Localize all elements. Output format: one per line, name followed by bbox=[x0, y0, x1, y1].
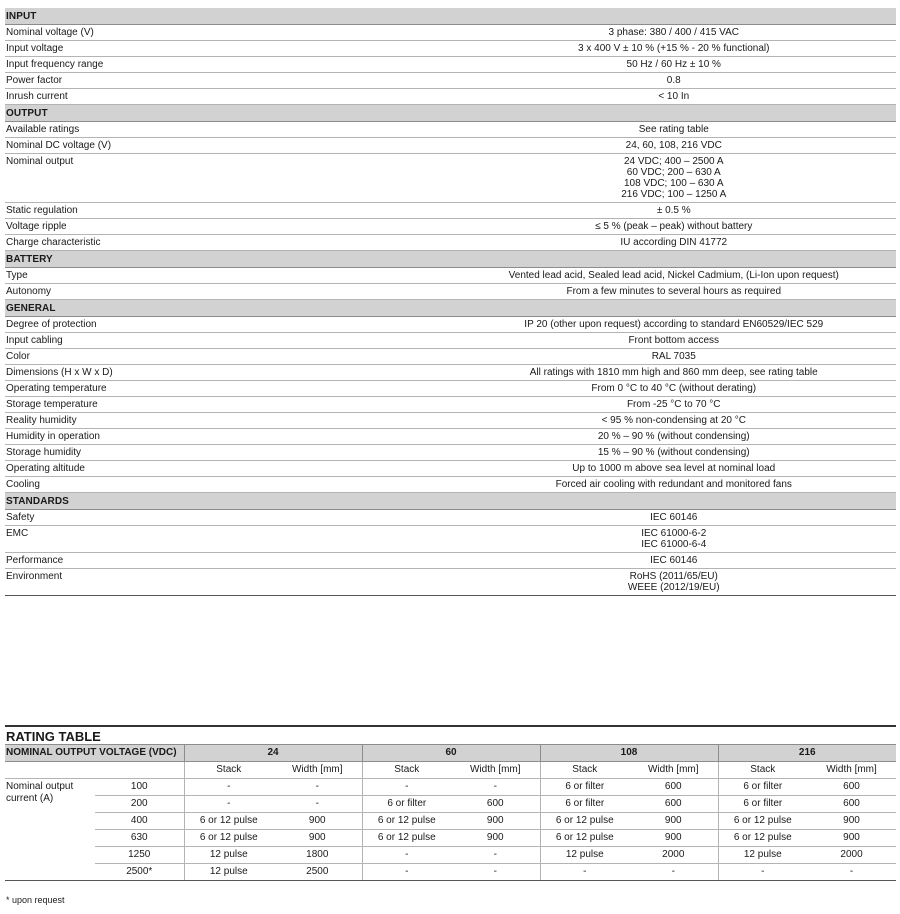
row-group-label: Nominal output current (A) bbox=[5, 779, 95, 881]
stack-value: 6 or filter bbox=[718, 796, 807, 813]
stack-value: 6 or 12 pulse bbox=[718, 830, 807, 847]
spec-row bbox=[5, 349, 896, 365]
spec-row bbox=[5, 461, 896, 477]
stack-value: - bbox=[362, 864, 451, 881]
section-header-general bbox=[5, 300, 896, 317]
spec-sheet bbox=[5, 8, 896, 596]
width-value: 2000 bbox=[807, 847, 896, 864]
stack-value: - bbox=[362, 779, 451, 796]
stack-value: - bbox=[184, 779, 273, 796]
width-value: - bbox=[629, 864, 718, 881]
specifications-table bbox=[5, 8, 896, 596]
stack-value: 6 or 12 pulse bbox=[184, 813, 273, 830]
width-value: - bbox=[451, 864, 540, 881]
spec-label: Humidity in operation bbox=[5, 429, 451, 445]
width-value: 900 bbox=[451, 813, 540, 830]
stack-value: 6 or 12 pulse bbox=[718, 813, 807, 830]
spec-value-line: See rating table bbox=[638, 124, 709, 135]
spec-label: EMC bbox=[5, 526, 451, 553]
spec-row bbox=[5, 219, 896, 235]
spec-row bbox=[5, 317, 896, 333]
spec-value bbox=[451, 333, 897, 349]
spec-value-line: IEC 60146 bbox=[650, 512, 698, 523]
spec-value bbox=[451, 154, 897, 203]
spec-row bbox=[5, 333, 896, 349]
width-value: 900 bbox=[629, 813, 718, 830]
spec-row bbox=[5, 365, 896, 381]
voltage-header-24: 24 bbox=[184, 745, 362, 762]
spec-value-line: < 95 % non-condensing at 20 °C bbox=[601, 415, 746, 426]
spec-value bbox=[451, 268, 897, 284]
spec-value bbox=[451, 219, 897, 235]
spec-label: Safety bbox=[5, 510, 451, 526]
spec-value bbox=[451, 397, 897, 413]
stack-value: - bbox=[718, 864, 807, 881]
spec-value bbox=[451, 25, 897, 41]
spec-row bbox=[5, 553, 896, 569]
width-value: 900 bbox=[273, 813, 362, 830]
stack-value: - bbox=[184, 796, 273, 813]
width-value: - bbox=[451, 779, 540, 796]
spec-value bbox=[451, 89, 897, 105]
width-header: Width [mm] bbox=[451, 762, 540, 779]
spec-value bbox=[451, 57, 897, 73]
current-value: 400 bbox=[95, 813, 184, 830]
width-value: 900 bbox=[629, 830, 718, 847]
width-header: Width [mm] bbox=[273, 762, 362, 779]
spec-value-line: Vented lead acid, Sealed lead acid, Nickel Cadmium, (Li-Ion upon request) bbox=[508, 270, 839, 281]
spec-label: Operating temperature bbox=[5, 381, 451, 397]
spec-label: Voltage ripple bbox=[5, 219, 451, 235]
spec-value bbox=[451, 73, 897, 89]
stack-value: 6 or 12 pulse bbox=[540, 830, 629, 847]
spec-label: Autonomy bbox=[5, 284, 451, 300]
spec-label: Input cabling bbox=[5, 333, 451, 349]
spec-value bbox=[451, 445, 897, 461]
rating-row bbox=[5, 864, 896, 881]
section-title: BATTERY bbox=[5, 251, 896, 268]
spec-row bbox=[5, 25, 896, 41]
spec-value-line: Forced air cooling with redundant and monitored fans bbox=[555, 479, 792, 490]
section-header-input bbox=[5, 8, 896, 25]
spec-value bbox=[451, 526, 897, 553]
spec-label: Input voltage bbox=[5, 41, 451, 57]
spec-label: Cooling bbox=[5, 477, 451, 493]
width-value: 2000 bbox=[629, 847, 718, 864]
footnote: * upon request bbox=[6, 895, 65, 905]
spec-value bbox=[451, 461, 897, 477]
spec-value-line: From -25 °C to 70 °C bbox=[626, 399, 721, 410]
spec-value-line: 24 VDC; 400 – 2500 A bbox=[623, 156, 724, 167]
spec-value-line: From 0 °C to 40 °C (without derating) bbox=[591, 383, 757, 394]
stack-value: 6 or 12 pulse bbox=[540, 813, 629, 830]
spec-value bbox=[451, 413, 897, 429]
current-value: 630 bbox=[95, 830, 184, 847]
spec-value bbox=[451, 122, 897, 138]
rating-table bbox=[5, 744, 896, 881]
stack-value: - bbox=[362, 847, 451, 864]
stack-value: 6 or filter bbox=[718, 779, 807, 796]
width-value: 600 bbox=[451, 796, 540, 813]
spec-row bbox=[5, 526, 896, 553]
section-header-output bbox=[5, 105, 896, 122]
spec-value bbox=[451, 284, 897, 300]
rating-header-label: NOMINAL OUTPUT VOLTAGE (VDC) bbox=[5, 745, 184, 762]
spec-value bbox=[451, 349, 897, 365]
stack-value: - bbox=[540, 864, 629, 881]
rating-row bbox=[5, 847, 896, 864]
rating-header-row bbox=[5, 745, 896, 762]
spec-value-line: 24, 60, 108, 216 VDC bbox=[625, 140, 722, 151]
voltage-header-216: 216 bbox=[718, 745, 896, 762]
current-value: 100 bbox=[95, 779, 184, 796]
stack-value: 6 or filter bbox=[540, 796, 629, 813]
empty-cell bbox=[5, 762, 184, 779]
spec-label: Storage temperature bbox=[5, 397, 451, 413]
width-value: 900 bbox=[273, 830, 362, 847]
spec-value bbox=[451, 553, 897, 569]
spec-value bbox=[451, 429, 897, 445]
stack-value: 6 or 12 pulse bbox=[184, 830, 273, 847]
width-value: 600 bbox=[629, 779, 718, 796]
spec-value-line: RoHS (2011/65/EU) bbox=[629, 571, 718, 582]
spec-value-line: ± 0.5 % bbox=[656, 205, 691, 216]
spec-label: Operating altitude bbox=[5, 461, 451, 477]
spec-value bbox=[451, 510, 897, 526]
spec-value bbox=[451, 41, 897, 57]
spec-value-line: IEC 61000-6-4 bbox=[641, 539, 707, 550]
width-value: 600 bbox=[807, 796, 896, 813]
spec-value-line: 3 x 400 V ± 10 % (+15 % - 20 % functional) bbox=[578, 43, 770, 54]
spec-value-line: IP 20 (other upon request) according to standard EN60529/IEC 529 bbox=[524, 319, 824, 330]
spec-value bbox=[451, 138, 897, 154]
spec-label: Nominal output bbox=[5, 154, 451, 203]
spec-value bbox=[451, 381, 897, 397]
spec-label: Input frequency range bbox=[5, 57, 451, 73]
spec-value-line: 0.8 bbox=[666, 75, 681, 86]
rating-section bbox=[5, 725, 896, 905]
section-title: STANDARDS bbox=[5, 493, 896, 510]
spec-label: Power factor bbox=[5, 73, 451, 89]
spec-row bbox=[5, 413, 896, 429]
stack-header: Stack bbox=[362, 762, 451, 779]
rating-row bbox=[5, 796, 896, 813]
spec-label: Type bbox=[5, 268, 451, 284]
section-header-standards bbox=[5, 493, 896, 510]
stack-value: 6 or filter bbox=[362, 796, 451, 813]
spec-value-line: IEC 61000-6-2 bbox=[641, 528, 707, 539]
spec-row bbox=[5, 235, 896, 251]
current-value: 200 bbox=[95, 796, 184, 813]
spec-row bbox=[5, 381, 896, 397]
stack-value: 6 or filter bbox=[540, 779, 629, 796]
spec-value-line: 3 phase: 380 / 400 / 415 VAC bbox=[608, 27, 739, 38]
spec-row bbox=[5, 569, 896, 596]
spec-row bbox=[5, 445, 896, 461]
spec-row bbox=[5, 397, 896, 413]
spec-label: Performance bbox=[5, 553, 451, 569]
spec-value-line: Up to 1000 m above sea level at nominal load bbox=[572, 463, 776, 474]
spec-row bbox=[5, 203, 896, 219]
width-value: - bbox=[451, 847, 540, 864]
spec-value bbox=[451, 235, 897, 251]
spec-row bbox=[5, 477, 896, 493]
width-value: 2500 bbox=[273, 864, 362, 881]
spec-row bbox=[5, 73, 896, 89]
voltage-header-108: 108 bbox=[540, 745, 718, 762]
spec-value-line: RAL 7035 bbox=[651, 351, 696, 362]
spec-value-line: ≤ 5 % (peak – peak) without battery bbox=[595, 221, 753, 232]
spec-value bbox=[451, 365, 897, 381]
spec-row bbox=[5, 284, 896, 300]
spec-value-line: WEEE (2012/19/EU) bbox=[627, 582, 720, 593]
spec-label: Static regulation bbox=[5, 203, 451, 219]
spec-value-line: IEC 60146 bbox=[650, 555, 698, 566]
voltage-header-60: 60 bbox=[362, 745, 540, 762]
spec-value-line: All ratings with 1810 mm high and 860 mm deep, see rating table bbox=[529, 367, 818, 378]
section-title: INPUT bbox=[5, 8, 896, 25]
spec-value-line: 20 % – 90 % (without condensing) bbox=[597, 431, 750, 442]
rating-row bbox=[5, 813, 896, 830]
rating-subheader-row bbox=[5, 762, 896, 779]
spec-value bbox=[451, 317, 897, 333]
stack-header: Stack bbox=[540, 762, 629, 779]
spec-row bbox=[5, 510, 896, 526]
section-title: GENERAL bbox=[5, 300, 896, 317]
section-title: OUTPUT bbox=[5, 105, 896, 122]
spec-label: Reality humidity bbox=[5, 413, 451, 429]
spec-value-line: Front bottom access bbox=[628, 335, 720, 346]
spec-row bbox=[5, 154, 896, 203]
current-value: 2500* bbox=[95, 864, 184, 881]
width-value: 1800 bbox=[273, 847, 362, 864]
spec-value-line: 60 VDC; 200 – 630 A bbox=[626, 167, 721, 178]
spec-value bbox=[451, 203, 897, 219]
spec-row bbox=[5, 41, 896, 57]
spec-label: Charge characteristic bbox=[5, 235, 451, 251]
section-header-battery bbox=[5, 251, 896, 268]
width-value: 900 bbox=[807, 830, 896, 847]
width-value: 600 bbox=[629, 796, 718, 813]
stack-header: Stack bbox=[184, 762, 273, 779]
spec-row bbox=[5, 57, 896, 73]
current-value: 1250 bbox=[95, 847, 184, 864]
spec-value-line: 50 Hz / 60 Hz ± 10 % bbox=[626, 59, 721, 70]
rating-row bbox=[5, 830, 896, 847]
spec-value-line: IU according DIN 41772 bbox=[620, 237, 728, 248]
stack-value: 6 or 12 pulse bbox=[362, 830, 451, 847]
spec-row bbox=[5, 89, 896, 105]
spec-value-line: < 10 In bbox=[658, 91, 690, 102]
spec-label: Available ratings bbox=[5, 122, 451, 138]
spec-value-line: From a few minutes to several hours as required bbox=[566, 286, 782, 297]
width-header: Width [mm] bbox=[807, 762, 896, 779]
spec-label: Degree of protection bbox=[5, 317, 451, 333]
width-header: Width [mm] bbox=[629, 762, 718, 779]
spec-value bbox=[451, 477, 897, 493]
rating-row bbox=[5, 779, 896, 796]
spec-label: Inrush current bbox=[5, 89, 451, 105]
stack-value: 6 or 12 pulse bbox=[362, 813, 451, 830]
spec-label: Nominal voltage (V) bbox=[5, 25, 451, 41]
spec-label: Environment bbox=[5, 569, 451, 596]
spec-label: Color bbox=[5, 349, 451, 365]
spec-label: Dimensions (H x W x D) bbox=[5, 365, 451, 381]
spec-value bbox=[451, 569, 897, 596]
stack-value: 12 pulse bbox=[540, 847, 629, 864]
stack-value: 12 pulse bbox=[184, 847, 273, 864]
width-value: - bbox=[273, 796, 362, 813]
rating-table-title: RATING TABLE bbox=[5, 725, 896, 744]
spec-label: Storage humidity bbox=[5, 445, 451, 461]
stack-value: 12 pulse bbox=[718, 847, 807, 864]
spec-row bbox=[5, 429, 896, 445]
width-value: - bbox=[807, 864, 896, 881]
width-value: - bbox=[273, 779, 362, 796]
spec-label: Nominal DC voltage (V) bbox=[5, 138, 451, 154]
spec-row bbox=[5, 268, 896, 284]
width-value: 900 bbox=[807, 813, 896, 830]
stack-header: Stack bbox=[718, 762, 807, 779]
spec-row bbox=[5, 138, 896, 154]
spec-value-line: 108 VDC; 100 – 630 A bbox=[623, 178, 724, 189]
spec-row bbox=[5, 122, 896, 138]
width-value: 600 bbox=[807, 779, 896, 796]
width-value: 900 bbox=[451, 830, 540, 847]
spec-value-line: 15 % – 90 % (without condensing) bbox=[597, 447, 750, 458]
stack-value: 12 pulse bbox=[184, 864, 273, 881]
spec-value-line: 216 VDC; 100 – 1250 A bbox=[621, 189, 727, 200]
